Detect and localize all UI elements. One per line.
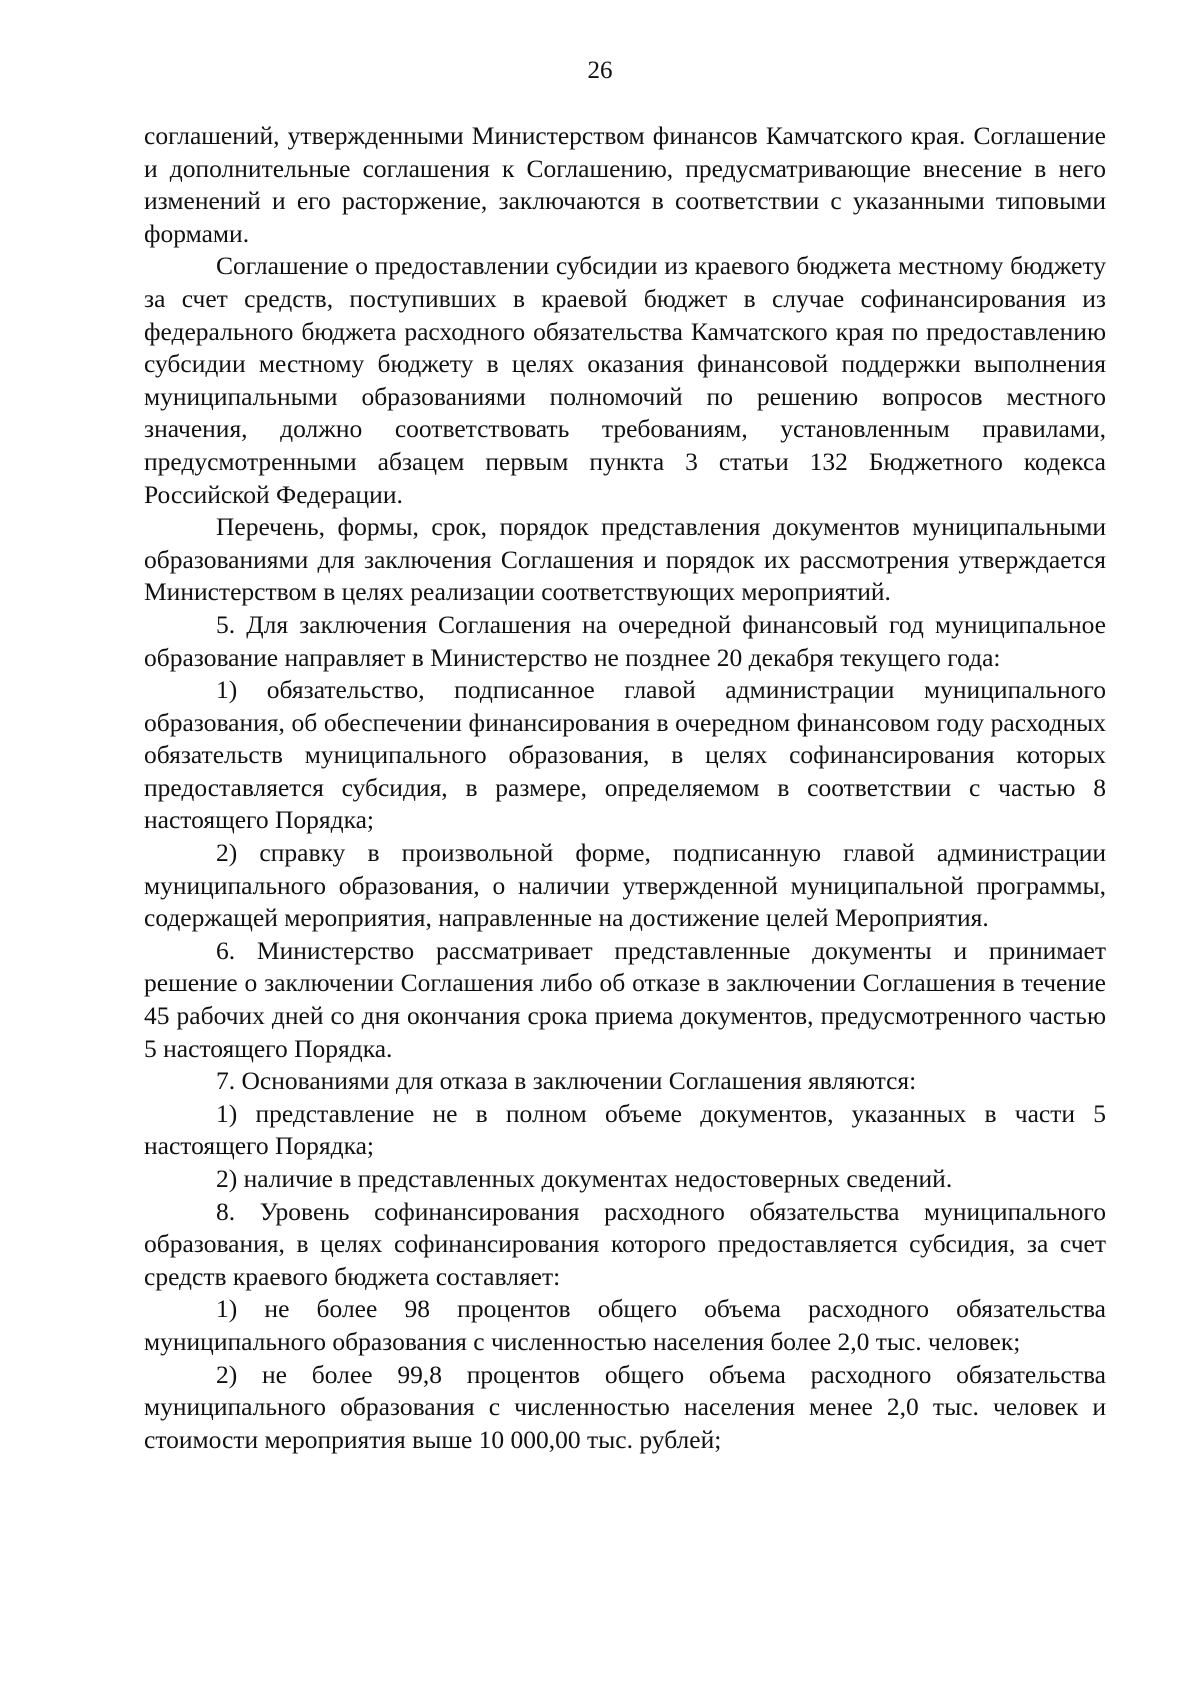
paragraph-2: Соглашение о предоставлении субсидии из краевого бюджета местному бюджету за счет средств, поступивших в краевой бюджет в случае софинансирования из федерального бюджета расходного обязательства Камчатского края по предоставлению субсидии местному бюджету в целях оказания финансовой поддержки выполнения муниципальными образованиями полномочий по решению вопросов местного значения, должно соответствовать требованиям, установленным правилами, предусмотренными абзацем первым пункта 3 статьи 132 Бюджетного кодекса Российской Федерации.: [144, 251, 1106, 509]
paragraph-6: 2) справку в произвольной форме, подписанную главой администрации муниципального образования, о наличии утвержденной муниципальной программы, содержащей мероприятия, направленные на достижение целей Мероприятия.: [144, 838, 1106, 933]
paragraph-7: 6. Министерство рассматривает представленные документы и принимает решение о заключении Соглашения либо об отказе в заключении Соглашения в течение 45 рабочих дней со дня окончания срока приема документов, предусмотренного частью 5 настоящего Порядка.: [144, 935, 1106, 1063]
paragraph-10: 2) наличие в представленных документах недостоверных сведений.: [216, 1164, 953, 1193]
document-body: [144, 120, 1106, 1456]
page-number: 26: [587, 57, 613, 84]
paragraph-11: 8. Уровень софинансирования расходного обязательства муниципального образования, в целях софинансирования которого предоставляется субсидия, за счет средств краевого бюджета составляет:: [144, 1196, 1106, 1291]
paragraph-4: 5. Для заключения Соглашения на очередной финансовый год муниципальное образование направляет в Министерство не позднее 20 декабря текущего года:: [144, 609, 1106, 672]
paragraph-8: 7. Основаниями для отказа в заключении Соглашения являются:: [216, 1066, 917, 1096]
paragraph-12: 1) не более 98 процентов общего объема расходного обязательства муниципального образования с численностью населения более 2,0 тыс. человек;: [144, 1294, 1106, 1356]
paragraph-3: Перечень, формы, срок, порядок представления документов муниципальными образованиями для заключения Соглашения и порядок их рассмотрения утверждается Министерством в целях реализации соответствующих мероприятий.: [144, 512, 1106, 607]
paragraph-5: 1) обязательство, подписанное главой администрации муниципального образования, об обеспечении финансирования в очередном финансовом году расходных обязательств муниципального образования, в целях софинансирования которых предоставляется субсидия, в размере, определяемом в соответствии с частью 8 настоящего Порядка;: [144, 675, 1106, 835]
paragraph-1: соглашений, утвержденными Министерством финансов Камчатского края. Соглашение и дополнительные соглашения к Соглашению, предусматривающие внесение в него изменений и его расторжение, заключаются в соответствии с указанными типовыми формами.: [144, 121, 1106, 248]
paragraph-9: 1) представление не в полном объеме документов, указанных в части 5 настоящего Порядка;: [144, 1098, 1106, 1161]
paragraph-13: 2) не более 99,8 процентов общего объема расходного обязательства муниципального образования с численностью населения менее 2,0 тыс. человек и стоимости мероприятия выше 10 000,00 тыс. рублей;: [144, 1359, 1106, 1454]
